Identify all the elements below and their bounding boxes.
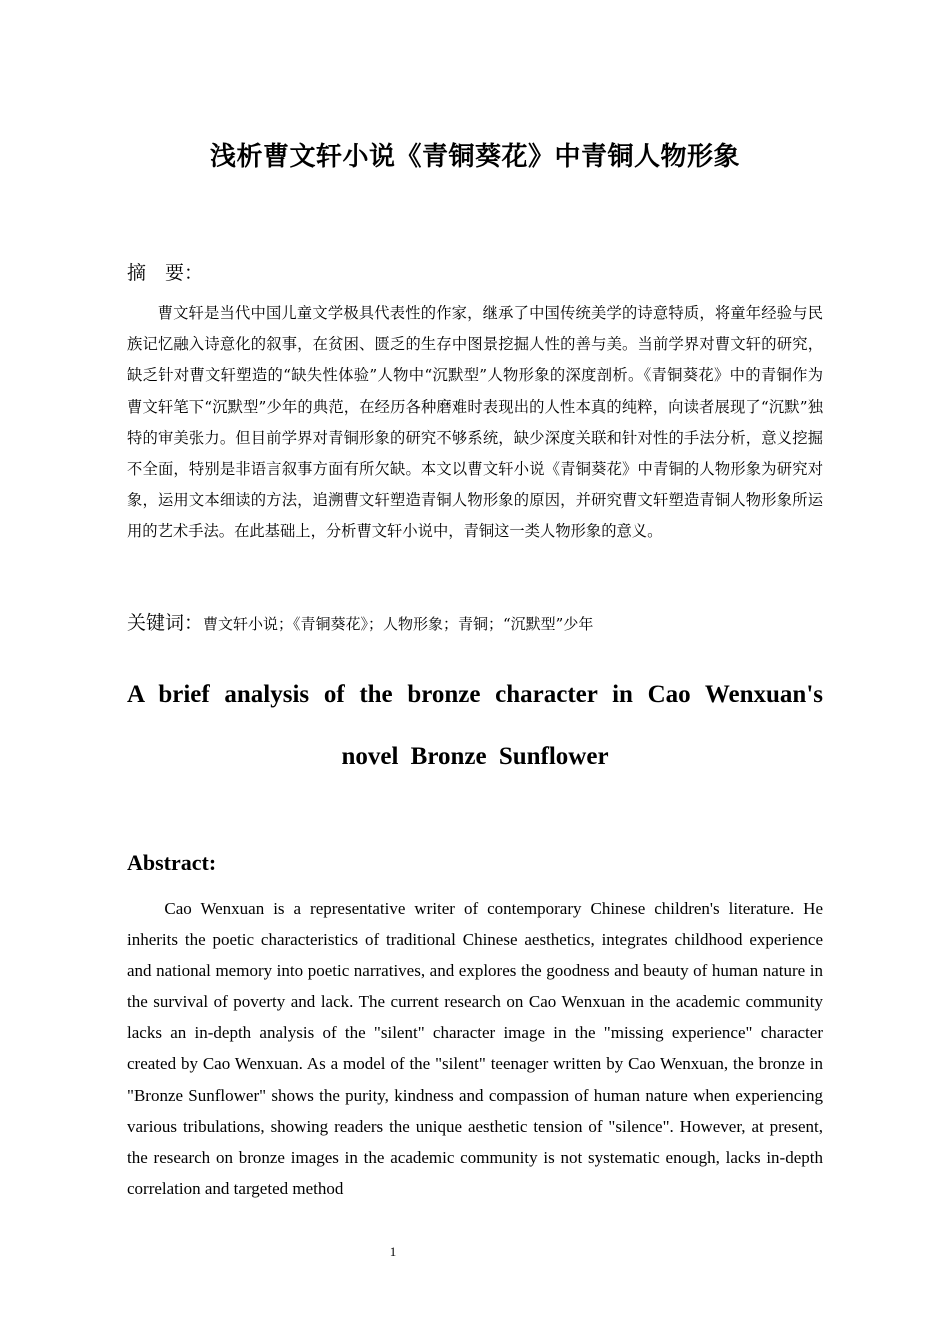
english-abstract-text: Cao Wenxuan is a representative writer of contemporary Chinese children's literature. He inherits the poetic characteristics of traditional Chinese aesthetics, integrates childhood experience and national memory into poetic narratives, and explores the goodness and beauty of human nature in the survival of poverty and lack. The current research on Cao Wenxuan in the academic community lacks an in-depth analysis of the "silent" character image in the "missing experience" character created by Cao Wenxuan. As a model of the "silent" teenager written by Cao Wenxuan, the bronze in "Bronze Sunflower" shows the purity, kindness and compassion of human nature when experiencing various tribulations, showing readers the unique aesthetic tension of "silence". However, at present, the research on bronze images in the academic community is not systematic enough, lacks in-depth correlation and targeted method [127,899,823,1198]
english-abstract-label: Abstract: [127,850,217,875]
chinese-abstract-label: 摘 要： [127,262,204,284]
keywords-text: 曹文轩小说；《青铜葵花》；人物形象；青铜；“沉默型”少年 [203,615,594,633]
chinese-title: 浅析曹文轩小说《青铜葵花》中青铜人物形象 [209,142,740,172]
english-title: A brief analysis of the bronze character in Cao Wenxuan's novel Bronze Sunflower [127,681,823,770]
keywords-label: 关键词： [127,612,204,634]
page-number: 1 [389,1244,397,1259]
chinese-abstract-text: 曹文轩是当代中国儿童文学极具代表性的作家，继承了中国传统美学的诗意特质，将童年经验与民族记忆融入诗意化的叙事，在贫困、匮乏的生存中图景挖掘人性的善与美。当前学界对曹文轩的研究，缺乏针对曹文轩塑造的“缺失性体验”人物中“沉默型”人物形象的深度剖析。《青铜葵花》中的青铜作为曹文轩笔下“沉默型”少年的典范，在经历各种磨难时表现出的人性本真的纯粹，向读者展现了“沉默”独特的审美张力。但目前学界对青铜形象的研究不够系统，缺少深度关联和针对性的手法分析，意义挖掘不全面，特别是非语言叙事方面有所欠缺。本文以曹文轩小说《青铜葵花》中青铜的人物形象为研究对象，运用文本细读的方法，追溯曹文轩塑造青铜人物形象的原因，并研究曹文轩塑造青铜人物形象所运用的艺术手法。在此基础上，分析曹文轩小说中，青铜这一类人物形象的意义。 [127,304,823,541]
chinese-keywords-line [127,608,823,635]
